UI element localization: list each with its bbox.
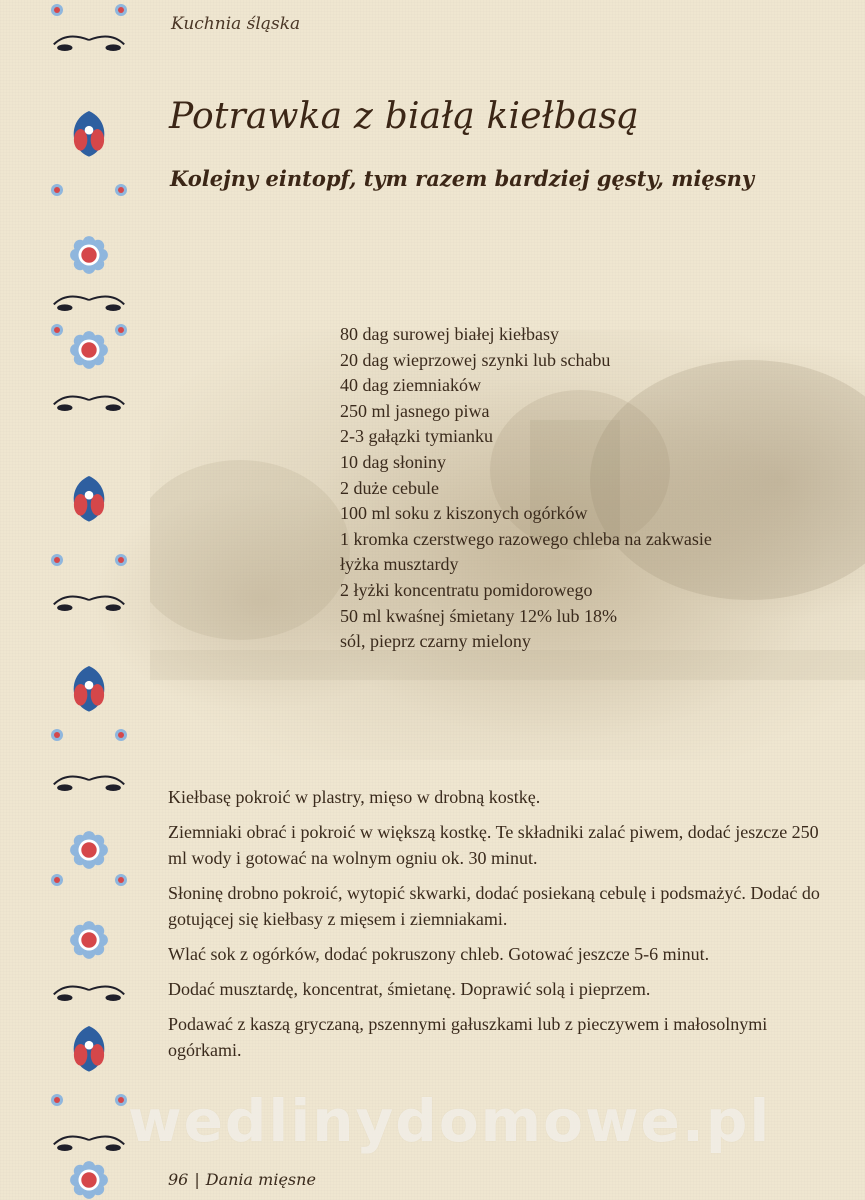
recipe-subtitle: Kolejny eintopf, tym razem bardziej gęsty, mięsny [170,166,755,191]
ingredient-item: 20 dag wieprzowej szynki lub schabu [340,349,611,370]
ingredients-list [340,322,712,655]
ingredient-item: sól, pieprz czarny mielony [340,631,531,652]
recipe-title: Potrawka z białą kiełbasą [169,96,639,137]
ingredient-item: 250 ml jasnego piwa [340,400,490,421]
page-footer [168,1170,316,1189]
ingredient-item: 10 dag słoniny [340,451,446,472]
ingredient-item: 1 kromka czerstwego razowego chleba na zakwasie [340,528,712,549]
step-paragraph: Dodać musztardę, koncentrat, śmietanę. Doprawić solą i pieprzem. [168,979,651,999]
watermark: wedlinydomowe.pl [128,1087,772,1155]
ingredient-item: 40 dag ziemniaków [340,375,481,396]
ingredient-item: 100 ml soku z kiszonych ogórków [340,503,588,524]
ingredient-item: 50 ml kwaśnej śmietany 12% lub 18% [340,605,617,626]
chapter-name: Dania mięsne [205,1170,316,1189]
step-paragraph: Kiełbasę pokroić w plastry, mięso w drobną kostkę. [168,787,541,807]
page-number: 96 [168,1170,189,1189]
ingredient-item: 80 dag surowej białej kiełbasy [340,324,559,344]
ingredient-item: 2 duże cebule [340,477,439,498]
step-paragraph: Podawać z kaszą gryczaną, pszennymi gałuszkami lub z pieczywem i małosolnymi ogórkami. [168,1014,768,1060]
folk-ornament-border [32,0,150,1200]
ingredient-item: łyżka musztardy [340,554,459,575]
footer-separator: | [194,1170,200,1189]
step-paragraph: Słoninę drobno pokroić, wytopić skwarki, dodać posiekaną cebulę i podsmażyć. Dodać do gotującej się kiełbasy z mięsem i ziemniakami. [168,883,820,929]
step-paragraph: Wlać sok z ogórków, dodać pokruszony chleb. Gotować jeszcze 5-6 minut. [168,944,710,964]
ingredient-item: 2-3 gałązki tymianku [340,426,493,447]
step-paragraph: Ziemniaki obrać i pokroić w większą kostkę. Te składniki zalać piwem, dodać jeszcze 250 ml wody i gotować na wolnym ogniu ok. 30 minut. [168,822,819,868]
ingredient-item: 2 łyżki koncentratu pomidorowego [340,579,593,600]
section-header: Kuchnia śląska [171,14,301,34]
preparation-steps [168,784,838,1072]
